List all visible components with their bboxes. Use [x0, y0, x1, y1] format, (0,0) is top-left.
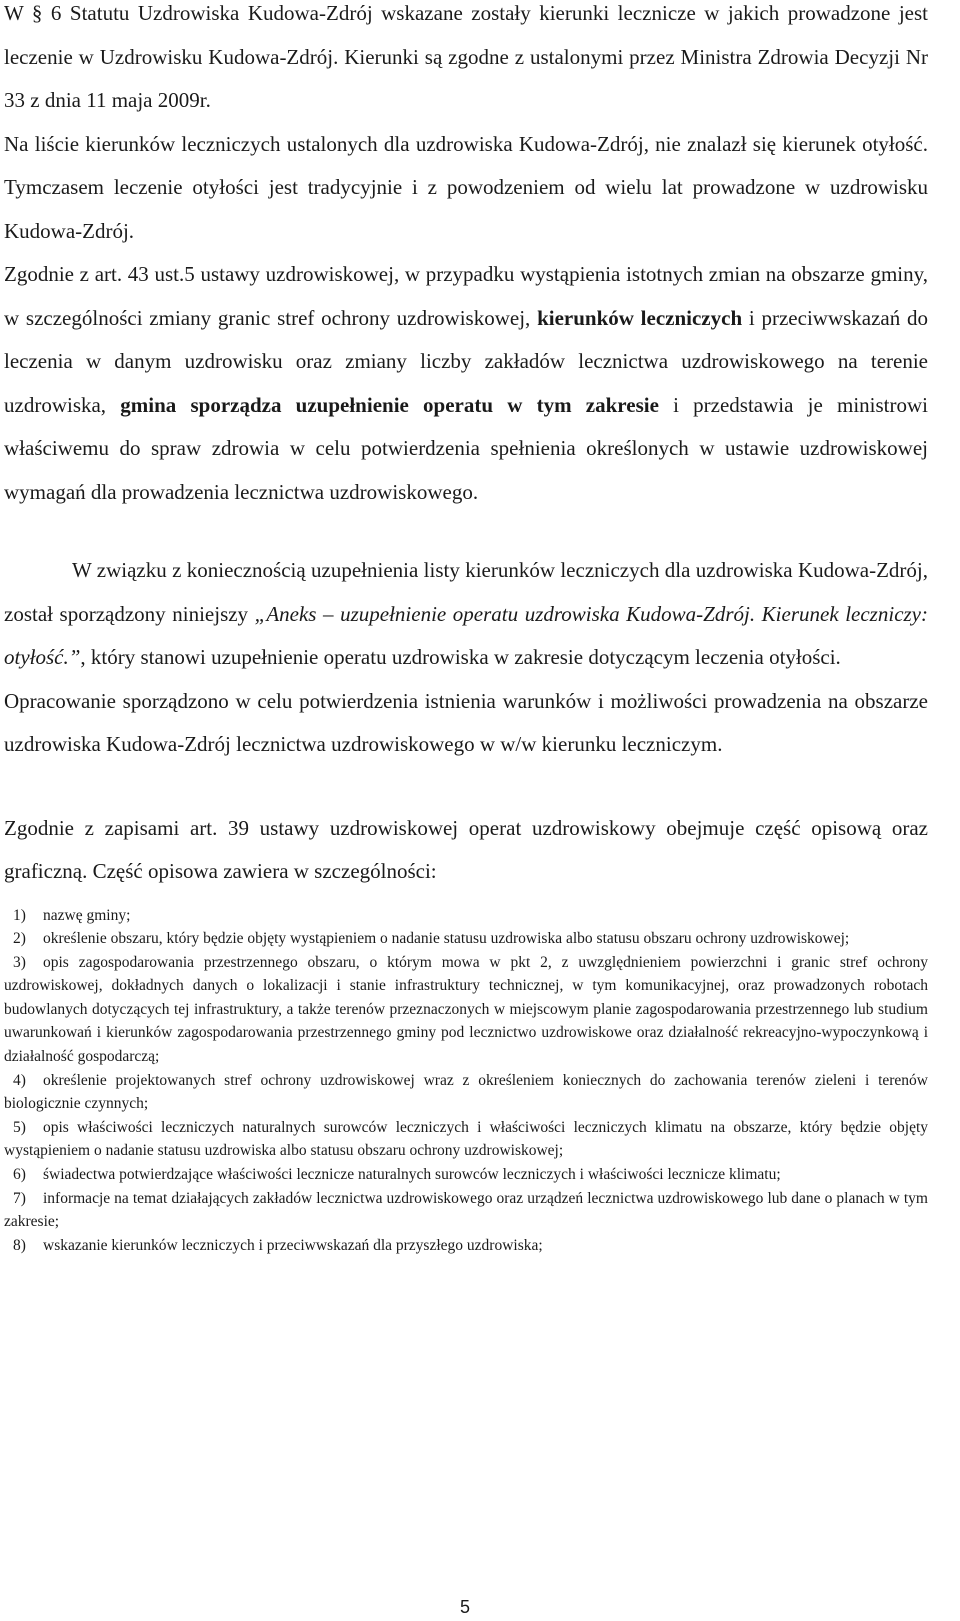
list-item-number: 5): [13, 1118, 26, 1136]
paragraph-art-43: [4, 253, 928, 514]
list-item-number: 8): [13, 1236, 26, 1254]
list-item: [4, 1234, 928, 1258]
list-item: [4, 951, 928, 1069]
list-item-text: określenie obszaru, który będzie objęty wystąpieniem o nadanie statusu uzdrowiska albo statusu obszaru ochrony uzdrowiskowej;: [43, 930, 850, 948]
paragraph-purpose: Opracowanie sporządzono w celu potwierdzenia istnienia warunków i możliwości prowadzenia na obszarze uzdrowiska Kudowa-Zdrój lecznictwa uzdrowiskowego w w/w kierunku leczniczym.: [4, 688, 928, 756]
paragraph-art-43-part3: i przedstawia je ministrowi właściwemu do spraw zdrowia w celu potwierdzenia spełnienia określonych w ustawie uzdrowiskowej wymagań dla prowadzenia lecznictwa uzdrowiskowego.: [4, 392, 928, 504]
list-item-text: świadectwa potwierdzające właściwości lecznicze naturalnych surowców leczniczych i właściwości lecznicze klimatu;: [43, 1166, 781, 1184]
paragraph-annex: [4, 549, 928, 680]
list-item-number: 2): [13, 930, 26, 948]
list-item-text: opis zagospodarowania przestrzennego obszaru, o którym mowa w pkt 2, z uwzględnieniem powierzchni i granic stref ochrony uzdrowiskowej, dokładnych danych o lokalizacji i stanie infrastruktury technicznej, w tym komunikacyjnej, oraz prowadzonych robotach budowlanych dotyczących tej infrastruktury, a także terenów przeznaczonych w miejscowym planie zagospodarowania przestrzennego lub studium uwarunkowań i kierunków zagospodarowania przestrzennego gminy pod lecznictwo uzdrowiskowe oraz działalność rekreacyjno-wypoczynkową i działalność gospodarczą;: [4, 953, 928, 1066]
list-item: [4, 927, 928, 951]
list-item-number: 1): [13, 906, 26, 924]
document-body: [4, 0, 928, 1257]
paragraph-art-43-part2: i przeciwwskazań do leczenia w danym uzdrowisku oraz zmiany liczby zakładów lecznictwa uzdrowiskowego na terenie uzdrowiska,: [4, 305, 929, 417]
paragraph-annex-part2: , który stanowi uzupełnienie operatu uzdrowiska w zakresie dotyczącym leczenia otyłości.: [80, 645, 841, 669]
page-number: 5: [459, 1597, 470, 1617]
list-item: [4, 1187, 928, 1234]
list-item-text: informacje na temat działających zakładów lecznictwa uzdrowiskowego oraz urządzeń lecznictwa uzdrowiskowego lub dane o planach w tym zakresie;: [4, 1189, 928, 1231]
list-item-number: 3): [13, 953, 26, 971]
list-item-number: 7): [13, 1189, 26, 1207]
paragraph-obesity-direction: Na liście kierunków leczniczych ustalonych dla uzdrowiska Kudowa-Zdrój, nie znalazł się kierunek otyłość. Tymczasem leczenie otyłości jest tradycyjnie i z powodzeniem od wielu lat prowadzone w uzdrowisku Kudowa-Zdrój.: [4, 131, 928, 243]
list-item: [4, 1163, 928, 1187]
list-item-text: wskazanie kierunków leczniczych i przeciwwskazań dla przyszłego uzdrowiska;: [43, 1236, 543, 1254]
list-item: [4, 1069, 928, 1116]
annex-title: „Aneks – uzupełnienie operatu uzdrowiska Kudowa-Zdrój. Kierunek leczniczy: otyłość.”: [4, 601, 928, 669]
paragraph-annex-part1: W związku z koniecznością uzupełnienia listy kierunków leczniczych dla uzdrowiska Kudowa-Zdrój, został sporządzony niniejszy: [4, 558, 928, 626]
list-item: [4, 904, 928, 928]
list-item-text: określenie projektowanych stref ochrony uzdrowiskowej wraz z określeniem koniecznych do zachowania terenów zieleni i terenów biologicznie czynnych;: [4, 1071, 928, 1113]
list-item: [4, 1116, 928, 1163]
list-item-text: nazwę gminy;: [43, 906, 131, 924]
list-item-number: 4): [13, 1071, 26, 1089]
paragraph-art-39: Zgodnie z zapisami art. 39 ustawy uzdrowiskowej operat uzdrowiskowy obejmuje część opisową oraz graficzną. Część opisowa zawiera w szczególności:: [4, 815, 928, 883]
list-item-text: opis właściwości leczniczych naturalnych surowców leczniczych i właściwości leczniczych klimatu na obszarze, który będzie objęty wystąpieniem o nadanie statusu uzdrowiska albo statusu obszaru ochrony uzdrowiskowej;: [4, 1118, 928, 1160]
list-item-number: 6): [13, 1166, 26, 1184]
paragraph-statute: W § 6 Statutu Uzdrowiska Kudowa-Zdrój wskazane zostały kierunki lecznicze w jakich prowadzone jest leczenie w Uzdrowisku Kudowa-Zdrój. Kierunki są zgodne z ustalonymi przez Ministra Zdrowia Decyzji Nr 33 z dnia 11 maja 2009r.: [4, 1, 928, 112]
paragraph-art-43-part1: Zgodnie z art. 43 ust.5 ustawy uzdrowiskowej, w przypadku wystąpienia istotnych zmian na obszarze gminy, w szczególności zmiany granic stref ochrony uzdrowiskowej,: [4, 262, 928, 330]
requirements-list: [4, 904, 928, 1258]
bold-gmina-supplement: gmina sporządza uzupełnienie operatu w tym zakresie: [120, 392, 659, 417]
bold-therapeutic-directions: kierunków leczniczych: [537, 305, 743, 330]
